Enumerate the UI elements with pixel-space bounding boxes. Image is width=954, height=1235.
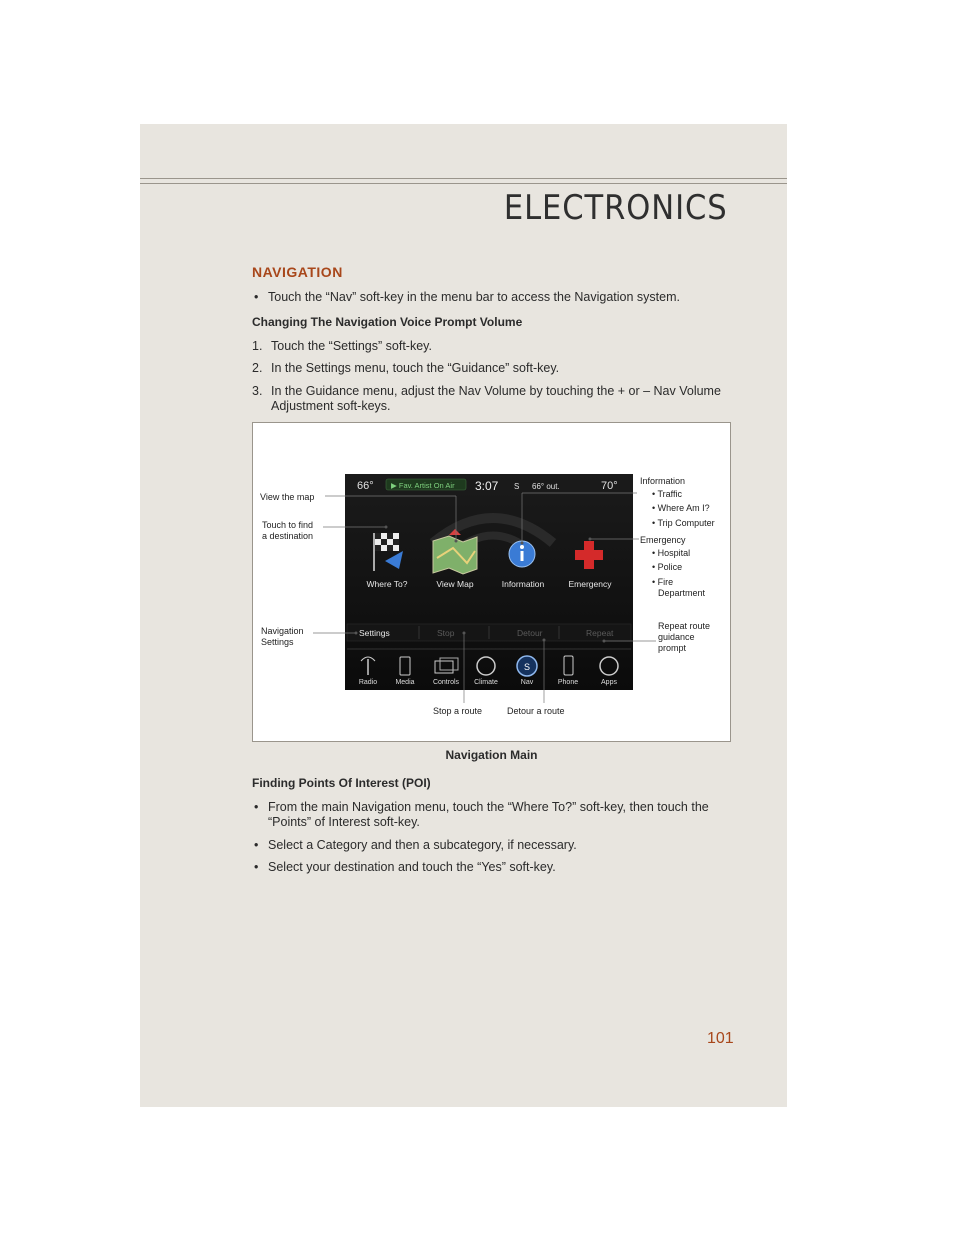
step-2: [252, 361, 731, 377]
step-text: In the Guidance menu, adjust the Nav Volume by touching the + or – Nav Volume Adjustment soft-keys.: [271, 383, 721, 413]
header-rule: [140, 178, 787, 179]
callout-info-item: • Traffic: [652, 488, 683, 499]
intro-bullet: • Touch the “Nav” soft-key in the menu bar to access the Navigation system.: [252, 290, 731, 306]
callout-emergency-item: • Fire: [652, 576, 674, 587]
callout-nav-settings: Settings: [261, 636, 294, 647]
step-number: 2.: [252, 361, 263, 375]
step-3: [252, 384, 731, 415]
softkey-detour[interactable]: Detour: [517, 627, 543, 638]
tile-view-map[interactable]: View Map: [436, 578, 474, 589]
svg-text:S: S: [523, 661, 531, 672]
callout-emergency-item: Department: [658, 587, 706, 598]
callout-emergency-item: • Police: [652, 561, 683, 572]
navigation-figure: [252, 422, 731, 742]
header-rule: [140, 183, 787, 184]
callout-touch-find: a destination: [262, 530, 314, 541]
nav-compass-icon: [517, 656, 537, 676]
poi-bullet: • Select a Category and then a subcategory, if necessary.: [252, 838, 731, 854]
step-text: In the Settings menu, touch the “Guidance” soft-key.: [271, 361, 560, 375]
poi-bullet: • From the main Navigation menu, touch the “Where To?” soft-key, then touch the “Points” of Interest soft-key.: [252, 800, 731, 831]
status-clock: 3:07: [475, 478, 499, 493]
callout-emergency-title: Emergency: [640, 534, 686, 545]
softkey-settings[interactable]: Settings: [359, 627, 390, 638]
callout-info-item: • Where Am I?: [652, 502, 710, 513]
status-outside-temp: 66° out.: [532, 481, 560, 491]
callout-detour-route: Detour a route: [507, 705, 565, 716]
callout-stop-route: Stop a route: [433, 705, 483, 716]
callout-information-title: Information: [640, 475, 686, 486]
softkey-stop[interactable]: Stop: [437, 627, 455, 638]
callout-view-map: View the map: [260, 491, 315, 502]
menu-climate[interactable]: Climate: [474, 678, 498, 686]
status-compass: S: [514, 481, 520, 491]
navigation-screen-diagram: [253, 423, 730, 741]
callout-repeat: prompt: [658, 642, 687, 653]
poi-heading: Finding Points Of Interest (POI): [252, 776, 431, 790]
softkey-repeat[interactable]: Repeat: [586, 627, 614, 638]
status-temp-right: 70°: [601, 479, 618, 492]
status-station: ▶ Fav. Artist On Air: [391, 480, 455, 490]
poi-bullet: • Select your destination and touch the “Yes” soft-key.: [252, 860, 731, 876]
menu-phone[interactable]: Phone: [557, 678, 579, 686]
step-number: 1.: [252, 338, 263, 353]
callout-repeat: Repeat route: [658, 620, 711, 631]
callout-repeat: guidance: [658, 631, 695, 642]
status-temp-left: 66°: [357, 479, 374, 492]
section-title: NAVIGATION: [252, 264, 343, 280]
callout-emergency-item: • Hospital: [652, 547, 691, 558]
menu-radio[interactable]: Radio: [358, 678, 378, 686]
figure-caption: Navigation Main: [445, 747, 538, 762]
callout-info-item: • Trip Computer: [652, 517, 715, 528]
menu-controls[interactable]: Controls: [432, 678, 460, 686]
information-icon: [509, 541, 535, 567]
callout-touch-find: Touch to find: [262, 519, 314, 530]
callout-nav-settings: Navigation: [261, 625, 304, 636]
step-number: 3.: [252, 383, 263, 398]
chapter-title: ELECTRONICS: [504, 188, 728, 228]
page-content: [252, 265, 731, 883]
tile-where-to[interactable]: Where To?: [366, 578, 408, 589]
menu-media[interactable]: Media: [395, 678, 415, 686]
volume-heading: Changing The Navigation Voice Prompt Volume: [252, 315, 523, 329]
tile-information[interactable]: Information: [501, 578, 545, 589]
step-1: [252, 339, 731, 355]
page-number: 101: [707, 1030, 734, 1047]
step-text: Touch the “Settings” soft-key.: [271, 338, 432, 353]
menu-apps[interactable]: Apps: [601, 678, 617, 686]
menu-nav[interactable]: Nav: [520, 678, 534, 686]
tile-emergency[interactable]: Emergency: [568, 578, 612, 589]
